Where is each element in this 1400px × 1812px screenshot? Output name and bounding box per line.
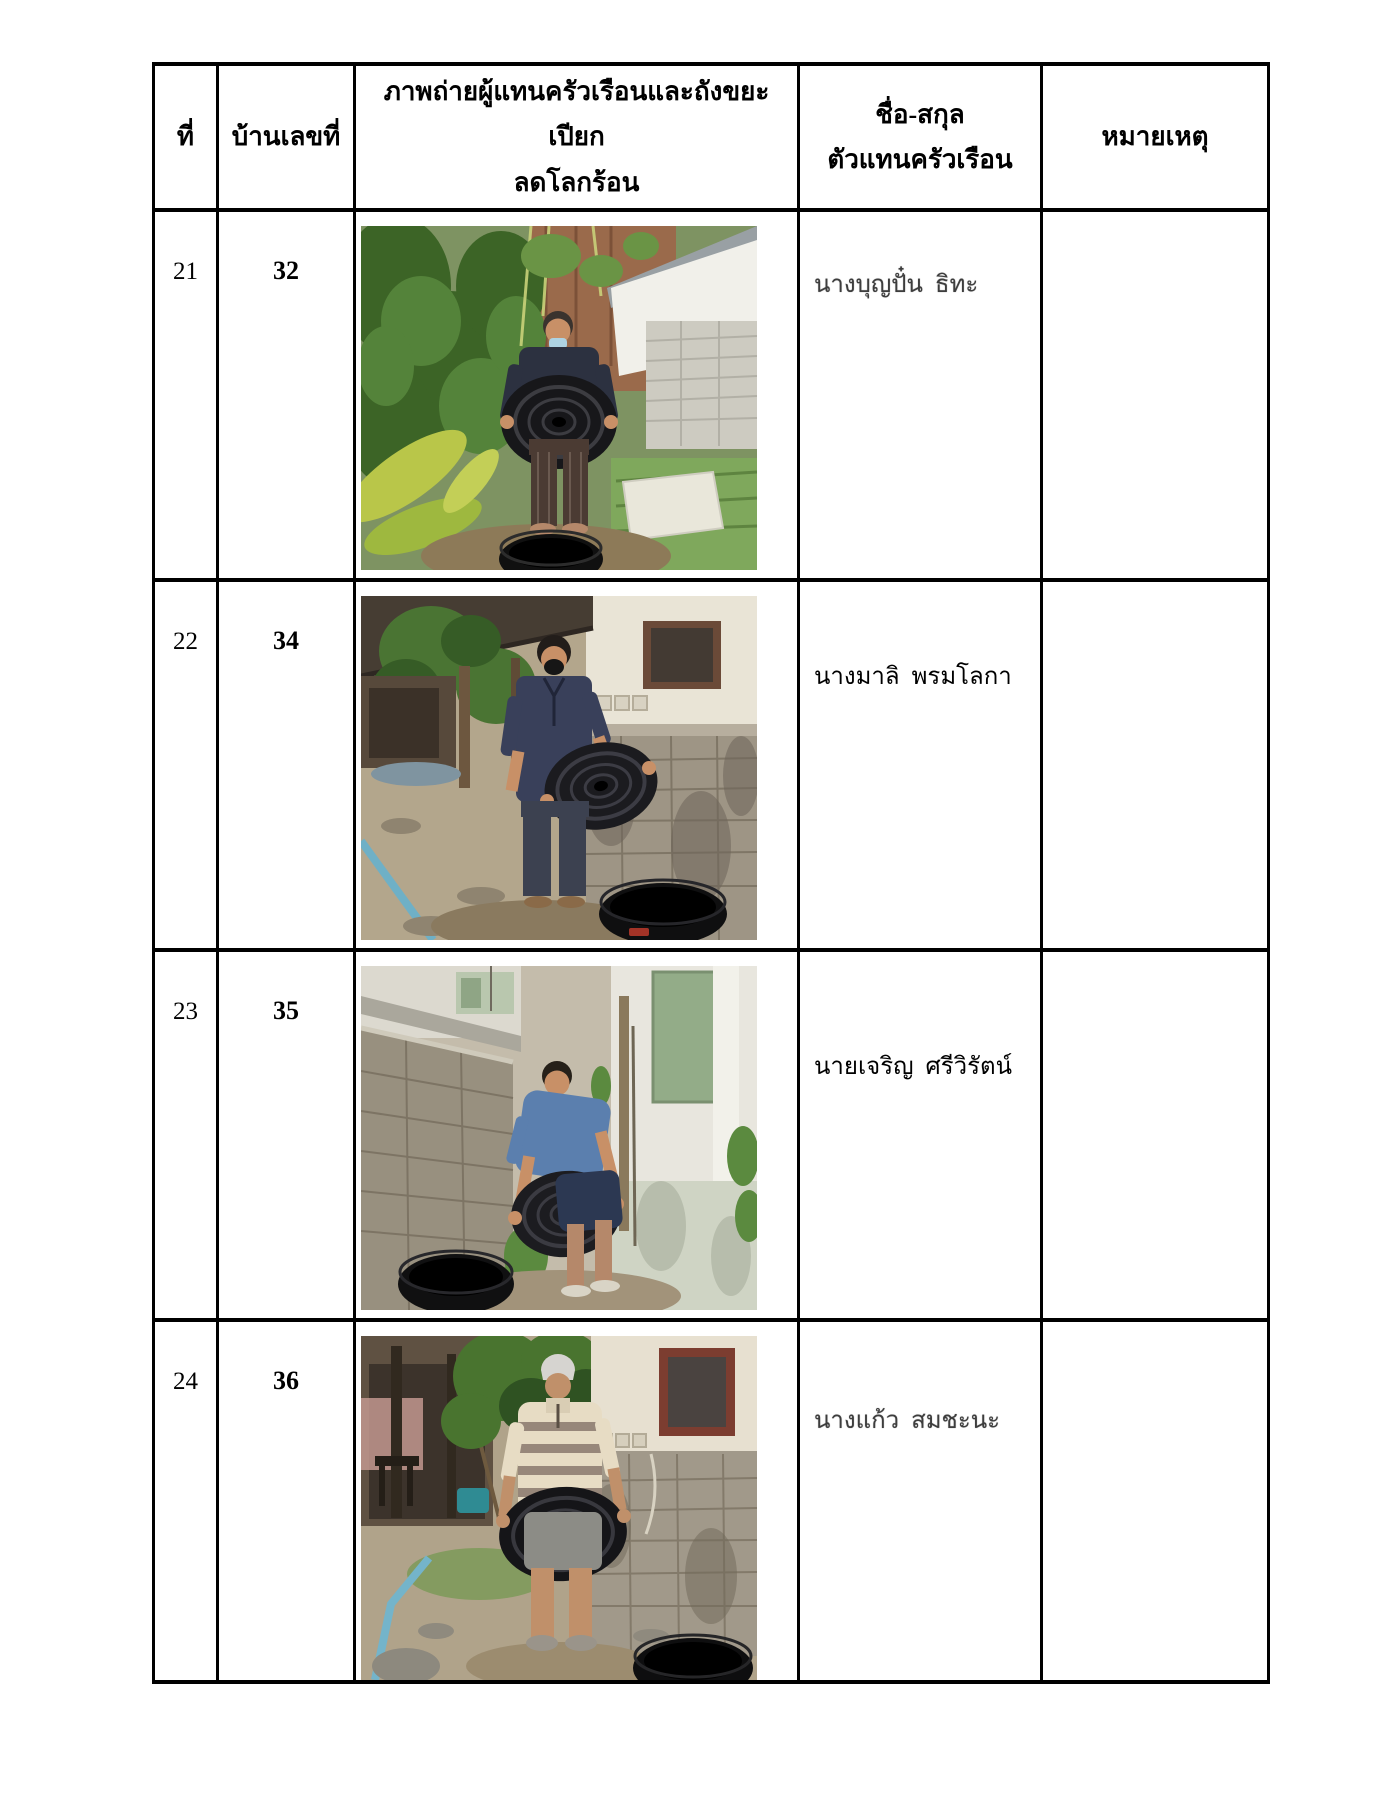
remark-cell [1042,580,1269,950]
household-representative-name: นางแก้ว สมชะนะ [814,1408,1001,1434]
col-header-house-no: บ้านเลขที่ [218,64,355,210]
household-photo [361,596,757,940]
household-photo [361,1336,757,1680]
col-header-remark: หมายเหตุ [1042,64,1269,210]
remark-cell [1042,950,1269,1320]
photo-illustration [361,226,757,570]
no-cell: 22 [154,580,218,950]
house-no-cell: 35 [218,950,355,1320]
photo-illustration [361,966,757,1310]
col-header-name: ชื่อ-สกุล ตัวแทนครัวเรือน [799,64,1042,210]
photo-cell [355,580,799,950]
household-photo [361,966,757,1310]
photo-illustration [361,1336,757,1680]
house-no-cell: 34 [218,580,355,950]
no-cell: 21 [154,210,218,580]
household-representative-name: นายเจริญ ศรีวิรัตน์ [814,1054,1013,1080]
house-no-cell: 36 [218,1320,355,1682]
waste-bucket [499,531,603,570]
table-row [154,950,1269,1320]
household-photo [361,226,757,570]
no-cell: 23 [154,950,218,1320]
table-row [154,1320,1269,1682]
house-no-cell: 32 [218,210,355,580]
col-header-no: ที่ [154,64,218,210]
photo-cell [355,1320,799,1682]
waste-bucket [633,1635,753,1680]
table-row [154,210,1269,580]
name-cell [799,1320,1042,1682]
household-representative-name: นางมาลิ พรมโลกา [814,664,1012,690]
photo-illustration [361,596,757,940]
household-register-table [152,62,1270,1684]
no-cell: 24 [154,1320,218,1682]
name-cell [799,210,1042,580]
photo-cell [355,950,799,1320]
photo-cell [355,210,799,580]
name-cell [799,950,1042,1320]
remark-cell [1042,210,1269,580]
remark-cell [1042,1320,1269,1682]
table-row [154,580,1269,950]
household-representative-name: นางบุญปั๋น ธิทะ [814,272,979,298]
col-header-photo: ภาพถ่ายผู้แทนครัวเรือนและถังขยะเปียก ลดโลกร้อน [355,64,799,210]
name-cell [799,580,1042,950]
header-row [154,64,1269,210]
